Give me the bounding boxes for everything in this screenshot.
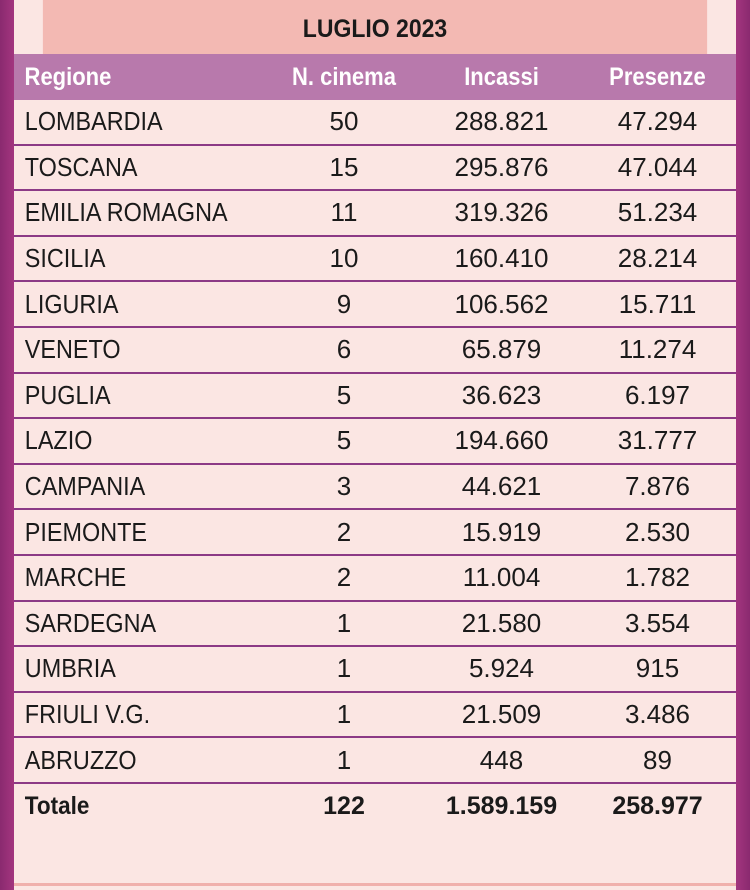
cell-regione: EMILIA ROMAGNA (24, 197, 228, 228)
table-row (14, 282, 736, 328)
cell-n-cinema: 1 (336, 744, 352, 775)
cell-incassi: 106.562 (454, 288, 549, 319)
cinema-table-card (14, 0, 736, 890)
cell-regione: SARDEGNA (24, 607, 157, 638)
cell-presenze: 3.554 (624, 607, 691, 638)
table-row (14, 100, 736, 146)
cell-presenze: 2.530 (624, 516, 691, 547)
cell-n-cinema: 6 (336, 334, 352, 365)
cell-regione: UMBRIA (24, 653, 116, 684)
cell-regione: LIGURIA (24, 288, 119, 319)
table-row (14, 510, 736, 556)
cell-incassi: 160.410 (454, 243, 549, 274)
cell-n-cinema: 2 (336, 516, 352, 547)
cell-n-cinema: 3 (336, 471, 352, 502)
cell-n-cinema: 15 (329, 151, 359, 182)
cell-presenze: 6.197 (624, 379, 691, 410)
table-row (14, 419, 736, 465)
cell-presenze: 31.777 (617, 425, 698, 456)
table-row (14, 602, 736, 648)
cell-incassi: 194.660 (454, 425, 549, 456)
cell-n-cinema: 1 (336, 653, 352, 684)
cell-n-cinema: 11 (330, 197, 358, 228)
cell-regione: SICILIA (24, 243, 106, 274)
cell-n-cinema: 5 (336, 425, 352, 456)
cell-incassi: 11.004 (462, 562, 541, 593)
cell-regione: FRIULI V.G. (24, 699, 151, 730)
table-row (14, 374, 736, 420)
cell-regione: ABRUZZO (24, 744, 137, 775)
cell-n-cinema: 1 (336, 607, 352, 638)
cell-n-cinema: 10 (329, 243, 359, 274)
header-presenze: Presenze (609, 62, 706, 91)
table-row (14, 738, 736, 784)
cell-incassi: 21.509 (461, 699, 542, 730)
cell-n-cinema: 50 (329, 106, 359, 137)
cell-presenze: 15.711 (618, 288, 697, 319)
cell-incassi: 319.326 (454, 197, 549, 228)
cell-regione: PIEMONTE (24, 516, 148, 547)
cell-incassi: 65.879 (461, 334, 542, 365)
table-row (14, 237, 736, 283)
cell-regione: VENETO (24, 334, 121, 365)
total-row (14, 784, 736, 830)
cell-presenze: 915 (635, 653, 680, 684)
cell-incassi: 448 (479, 744, 524, 775)
table-body (14, 100, 736, 784)
cell-n-cinema: 5 (336, 379, 352, 410)
cell-presenze: 47.294 (617, 106, 698, 137)
table-row (14, 328, 736, 374)
table-header (14, 54, 736, 100)
cell-regione: TOSCANA (24, 151, 138, 182)
total-n-cinema: 122 (323, 792, 365, 821)
cell-regione: MARCHE (24, 562, 127, 593)
cell-incassi: 21.580 (461, 607, 542, 638)
cell-presenze: 7.876 (624, 471, 691, 502)
total-presenze: 258.977 (612, 792, 703, 821)
table-title: LUGLIO 2023 (43, 0, 707, 54)
cell-presenze: 51.234 (617, 197, 698, 228)
header-n-cinema: N. cinema (292, 62, 396, 91)
cell-regione: CAMPANIA (24, 471, 146, 502)
cell-presenze: 1.782 (624, 562, 691, 593)
table-row (14, 556, 736, 602)
cell-presenze: 47.044 (617, 151, 698, 182)
cell-n-cinema: 1 (336, 699, 352, 730)
cell-incassi: 295.876 (454, 151, 549, 182)
cell-presenze: 11.274 (618, 334, 697, 365)
table-row (14, 465, 736, 511)
cell-presenze: 3.486 (624, 699, 691, 730)
cell-n-cinema: 9 (336, 288, 352, 319)
cell-incassi: 36.623 (461, 379, 542, 410)
cell-incassi: 15.919 (461, 516, 542, 547)
cell-incassi: 44.621 (461, 471, 542, 502)
total-incassi: 1.589.159 (445, 792, 558, 821)
header-regione: Regione (24, 62, 112, 91)
cell-incassi: 288.821 (454, 106, 549, 137)
cell-regione: LAZIO (24, 425, 93, 456)
table-row (14, 146, 736, 192)
cell-regione: PUGLIA (24, 379, 111, 410)
cell-n-cinema: 2 (336, 562, 352, 593)
table-row (14, 191, 736, 237)
header-incassi: Incassi (464, 62, 539, 91)
cell-incassi: 5.924 (468, 653, 535, 684)
total-label: Totale (24, 792, 90, 821)
table-row (14, 647, 736, 693)
cell-presenze: 89 (643, 744, 672, 775)
bottom-divider (14, 883, 736, 886)
cell-regione: LOMBARDIA (24, 106, 163, 137)
cell-presenze: 28.214 (617, 243, 698, 274)
table-row (14, 693, 736, 739)
